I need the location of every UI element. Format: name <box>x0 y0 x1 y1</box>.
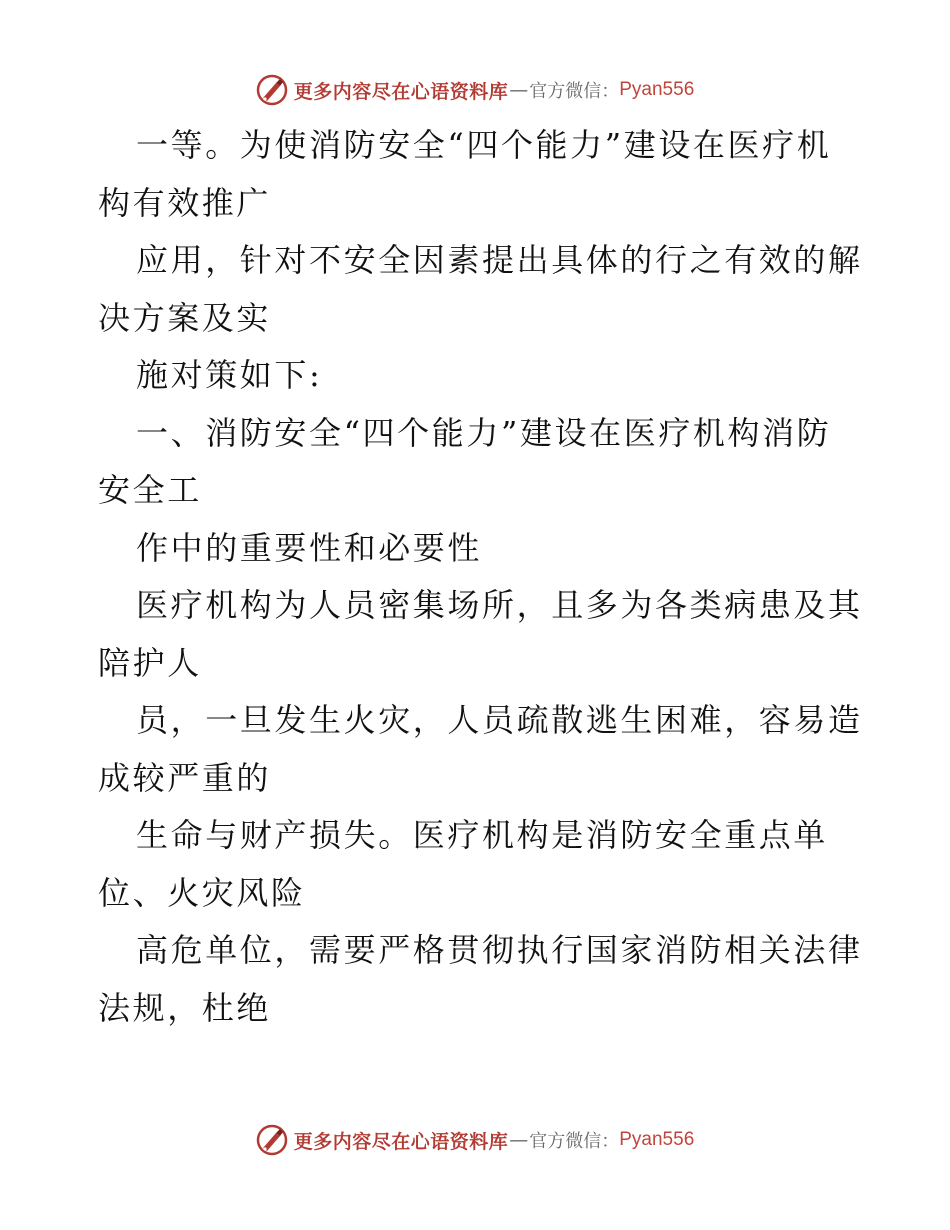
body-line: 成较严重的 <box>98 758 272 797</box>
header-separator: — <box>509 79 529 101</box>
body-line: 法规，杜绝 <box>98 988 272 1027</box>
footer-wechat-label: 官方微信： <box>529 1131 620 1152</box>
footer-site-label: 更多内容尽在心语资料库 <box>293 1130 509 1153</box>
section-heading-line: 安全工 <box>98 471 202 509</box>
body-line: 陪护人 <box>98 643 202 682</box>
body-line: 员，一旦发生火灾，人员疏散逃生困难，容易造 <box>136 701 863 739</box>
body-line: 施对策如下: <box>136 356 323 394</box>
header-site-label: 更多内容尽在心语资料库 <box>293 80 509 103</box>
body-line: 应用，针对不安全因素提出具体的行之有效的解 <box>136 241 863 279</box>
body-line: 一等。为使消防安全“四个能力”建设在医疗机 <box>136 126 832 164</box>
header-banner <box>0 70 950 110</box>
section-heading-line: 作中的重要性和必要性 <box>136 528 483 567</box>
footer-separator: — <box>509 1129 529 1151</box>
body-line: 构有效推广 <box>98 183 272 222</box>
footer-banner <box>0 1120 950 1160</box>
document-body <box>98 117 863 1037</box>
body-line: 位、火灾风险 <box>98 873 306 912</box>
pen-logo-icon <box>256 74 288 106</box>
header-wechat-id: Pyan556 <box>619 79 695 100</box>
body-line: 生命与财产损失。医疗机构是消防安全重点单 <box>136 816 829 854</box>
body-line: 医疗机构为人员密集场所，且多为各类病患及其 <box>136 586 863 624</box>
body-line: 决方案及实 <box>98 298 272 337</box>
footer-wechat-id: Pyan556 <box>619 1129 695 1150</box>
body-line: 高危单位，需要严格贯彻执行国家消防相关法律 <box>136 931 863 969</box>
header-wechat-label: 官方微信： <box>529 81 620 102</box>
pen-logo-icon <box>256 1124 288 1156</box>
section-heading-line: 一、消防安全“四个能力”建设在医疗机构消防 <box>136 413 832 452</box>
